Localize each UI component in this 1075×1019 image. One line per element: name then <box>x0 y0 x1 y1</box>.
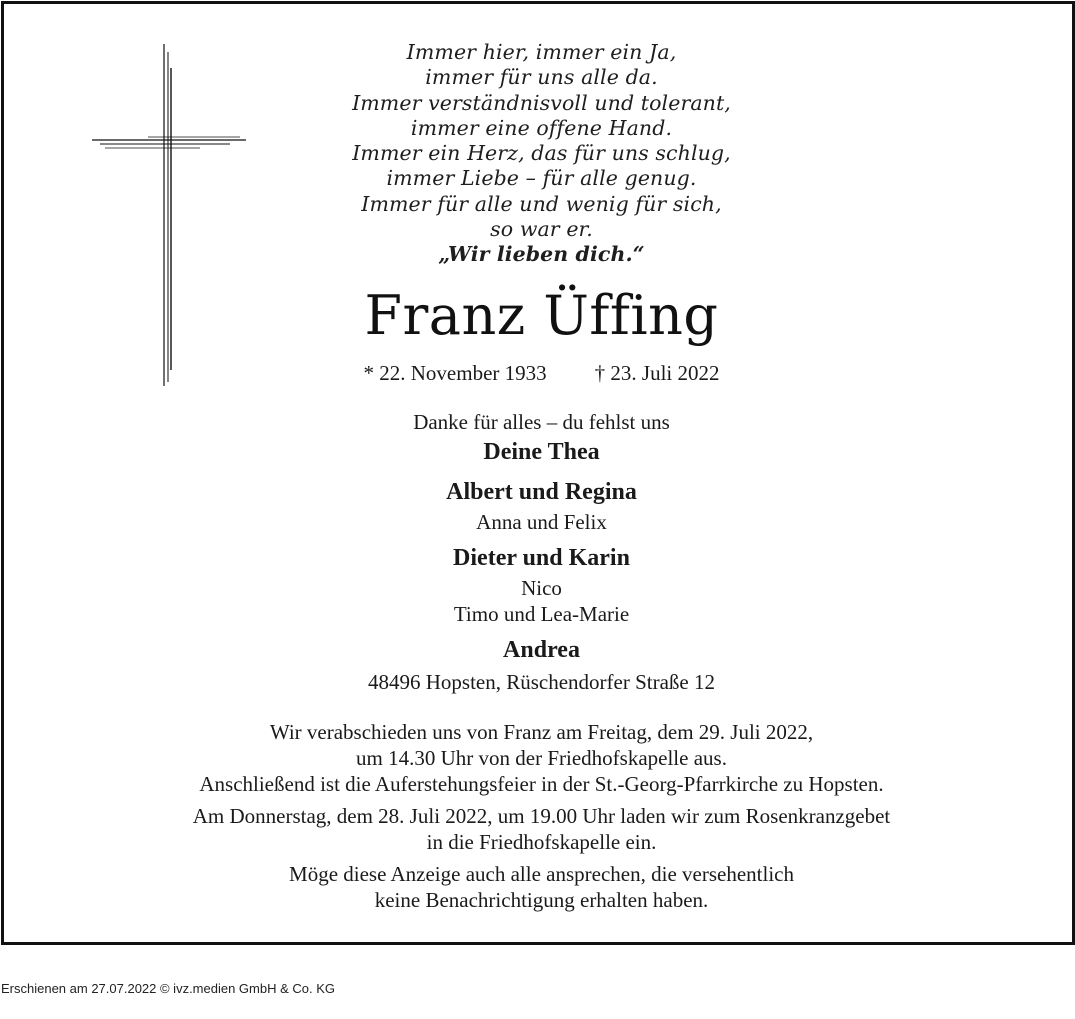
ceremony-line: Möge diese Anzeige auch alle ansprechen, die versehentlich <box>289 862 794 886</box>
ceremony-line: um 14.30 Uhr von der Friedhofskapelle aus. <box>356 746 727 770</box>
poem-line: Immer für alle und wenig für sich, <box>361 191 722 216</box>
mourner-member: Anna und Felix <box>476 510 607 534</box>
ceremony-paragraph <box>4 803 1075 855</box>
ceremony-line: Wir verabschieden uns von Franz am Freitag, dem 29. Juli 2022, <box>269 720 814 744</box>
poem-closing: „Wir lieben dich.“ <box>438 242 645 267</box>
death-date: † 23. Juli 2022 <box>594 361 720 385</box>
ceremony-line: in die Friedhofskapelle ein. <box>426 830 657 854</box>
publication-footer: Erschienen am 27.07.2022 © ivz.medien GmbH & Co. KG <box>1 981 336 996</box>
ceremony-line: Anschließend ist die Auferstehungsfeier in der St.-Georg-Pfarrkirche zu Hopsten. <box>199 772 884 796</box>
mourner-name: Dieter und Karin <box>453 545 630 571</box>
thanks-line: Danke für alles – du fehlst uns <box>413 410 670 434</box>
poem <box>4 40 1075 268</box>
poem-line: Immer ein Herz, das für uns schlug, <box>352 141 731 166</box>
mourner-name: Deine Thea <box>483 439 600 465</box>
ceremony-line: Am Donnerstag, dem 28. Juli 2022, um 19.00 Uhr laden wir zum Rosenkranzgebet <box>192 804 891 828</box>
poem-line: immer Liebe – für alle genug. <box>386 166 697 191</box>
poem-line: so war er. <box>490 217 593 242</box>
address: 48496 Hopsten, Rüschendorfer Straße 12 <box>367 670 715 694</box>
deceased-name: Franz Üffing <box>364 284 719 347</box>
mourner-groups <box>4 435 1075 667</box>
mourner-name: Albert und Regina <box>446 479 637 505</box>
mourner-member: Nico <box>521 576 562 600</box>
ceremony-line: keine Benachrichtigung erhalten haben. <box>374 888 709 912</box>
poem-line: immer eine offene Hand. <box>410 115 673 140</box>
ceremony-paragraph <box>4 861 1075 913</box>
poem-line: Immer hier, immer ein Ja, <box>406 40 677 64</box>
mourners <box>4 409 1075 667</box>
ceremony-paragraph <box>4 719 1075 797</box>
poem-line: Immer verständnisvoll und tolerant, <box>352 90 731 115</box>
life-dates <box>4 359 1075 387</box>
poem-line: immer für uns alle da. <box>425 65 658 90</box>
birth-date: * 22. November 1933 <box>363 361 547 385</box>
mourner-name: Andrea <box>503 637 580 663</box>
mourner-member: Timo und Lea-Marie <box>453 602 630 626</box>
ceremony-info <box>4 719 1075 919</box>
obituary-notice <box>1 1 1075 945</box>
